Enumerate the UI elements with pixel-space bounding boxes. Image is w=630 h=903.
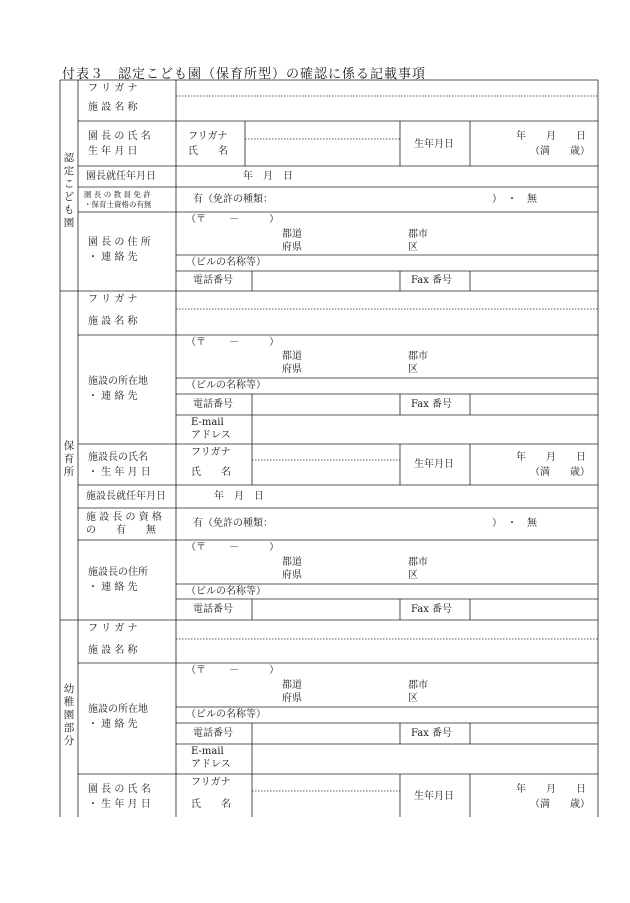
age-1: （満 歳）	[530, 146, 590, 157]
director-name-label-1: 園 長 の 氏 名	[88, 131, 151, 142]
prefecture-bottom-2: 府県	[282, 364, 302, 375]
age-3: （満 歳）	[530, 799, 590, 810]
section-label-nintei: 認定こども園	[63, 152, 75, 229]
furigana-label-1: フ リ ガ ナ	[88, 83, 138, 94]
city-top-4: 郡市	[408, 680, 428, 691]
birthdate-label-1: 生 年 月 日	[88, 146, 138, 157]
postal-code-4: （〒 － ）	[186, 665, 280, 676]
postal-code-3: （〒 － ）	[186, 542, 280, 553]
director-address-label-1: 園 長 の 住 所	[88, 237, 151, 248]
facility-location-label-3: 施設の所在地	[88, 704, 148, 715]
facility-name-label-1: 施 設 名 称	[88, 102, 138, 113]
email-label-bottom-4: アドレス	[191, 759, 231, 770]
fax-label-2: Fax 番号	[411, 399, 453, 410]
contact-label-2: ・ 連 絡 先	[88, 391, 138, 402]
director-appointed-date: 年 月 日	[243, 171, 293, 182]
birthdate-header-3: 生年月日	[414, 791, 454, 802]
license-yes-2: 有（免許の種類：	[193, 518, 273, 529]
fax-label-1: Fax 番号	[411, 275, 453, 286]
fax-label-3: Fax 番号	[411, 604, 453, 615]
furigana-small-3: フリガナ	[191, 777, 231, 788]
contact-label-1: ・ 連 絡 先	[88, 252, 138, 263]
postal-code-1: （〒 － ）	[186, 214, 280, 225]
facility-location-label-2: 施設の所在地	[88, 376, 148, 387]
furigana-small-1: フリガナ	[188, 131, 228, 142]
prefecture-bottom-4: 府県	[282, 693, 302, 704]
prefecture-bottom-1: 府県	[282, 242, 302, 253]
facility-name-label-3: 施 設 名 称	[88, 645, 138, 656]
city-top-1: 郡市	[408, 229, 428, 240]
prefecture-top-1: 都道	[282, 229, 302, 240]
form-title: 付表３ 認定こども園（保育所型）の確認に係る記載事項	[62, 67, 427, 82]
section-label-hoikusho: 保育所	[63, 440, 75, 478]
license-label-line2: ・保育士資格の有無	[84, 200, 152, 209]
prefecture-top-3: 都道	[282, 557, 302, 568]
city-bottom-3: 区	[408, 570, 418, 581]
license-yes-1: 有（免許の種類：	[193, 194, 273, 205]
contact-label-4: ・ 連 絡 先	[88, 719, 138, 730]
building-label-3: （ビルの名称等）	[186, 586, 266, 597]
birthdate-header-1: 生年月日	[414, 139, 454, 150]
prefecture-top-2: 都道	[282, 351, 302, 362]
tel-label-4: 電話番号	[193, 728, 233, 739]
birthdate-label-2: ・ 生 年 月 日	[88, 467, 151, 478]
city-bottom-2: 区	[408, 364, 418, 375]
name-label-1: 氏 名	[188, 146, 228, 157]
name-label-2: 氏 名	[191, 467, 231, 478]
qualification-label-line2: の 有 無	[86, 525, 156, 536]
ymd-2: 年 月 日	[516, 452, 586, 463]
city-top-3: 郡市	[408, 557, 428, 568]
facility-head-address-label: 施設長の住所	[88, 567, 148, 578]
ymd-1: 年 月 日	[516, 131, 586, 142]
facility-name-label-2: 施 設 名 称	[88, 316, 138, 327]
postal-code-2: （〒 － ）	[186, 337, 280, 348]
birthdate-header-2: 生年月日	[414, 459, 454, 470]
furigana-small-2: フリガナ	[191, 447, 231, 458]
name-label-3: 氏 名	[191, 799, 231, 810]
contact-label-3: ・ 連 絡 先	[88, 582, 138, 593]
city-bottom-1: 区	[408, 242, 418, 253]
facility-head-appointed-label: 施設長就任年月日	[86, 491, 166, 502]
tel-label-2: 電話番号	[193, 399, 233, 410]
building-label-1: （ビルの名称等）	[186, 257, 266, 268]
tel-label-3: 電話番号	[193, 604, 233, 615]
email-label-top-2: E-mail	[191, 417, 224, 428]
age-2: （満 歳）	[530, 467, 590, 478]
director-appointed-label: 園長就任年月日	[86, 171, 156, 182]
license-label-line1: 園 長 の 教 員 免 許	[84, 190, 151, 199]
tel-label-1: 電話番号	[193, 275, 233, 286]
city-top-2: 郡市	[408, 351, 428, 362]
ymd-3: 年 月 日	[516, 784, 586, 795]
section-label-youchien: 幼稚園部分	[63, 683, 75, 747]
birthdate-label-3: ・ 生 年 月 日	[88, 799, 151, 810]
furigana-label-2: フ リ ガ ナ	[88, 294, 138, 305]
prefecture-top-4: 都道	[282, 680, 302, 691]
email-label-bottom-2: アドレス	[191, 430, 231, 441]
director-name-label-3: 園 長 の 氏 名	[88, 784, 151, 795]
email-label-top-4: E-mail	[191, 746, 224, 757]
qualification-label-line1: 施 設 長 の 資 格	[86, 512, 162, 523]
facility-head-name-label: 施設長の氏名	[88, 452, 148, 463]
building-label-4: （ビルの名称等）	[186, 709, 266, 720]
license-no-1: ） ・ 無	[492, 194, 537, 205]
prefecture-bottom-3: 府県	[282, 570, 302, 581]
license-no-2: ） ・ 無	[492, 518, 537, 529]
building-label-2: （ビルの名称等）	[186, 380, 266, 391]
furigana-label-3: フ リ ガ ナ	[88, 623, 138, 634]
city-bottom-4: 区	[408, 693, 418, 704]
facility-head-appointed-date: 年 月 日	[214, 491, 264, 502]
fax-label-4: Fax 番号	[411, 728, 453, 739]
